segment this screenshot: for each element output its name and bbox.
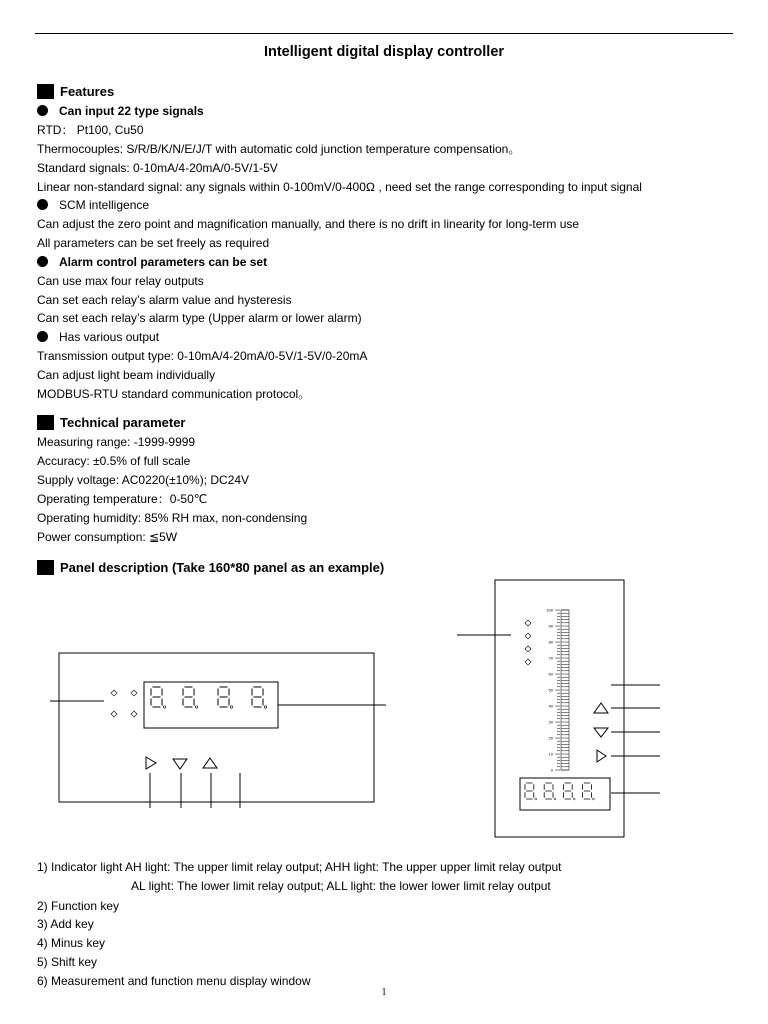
indicator-lights-vertical: [525, 620, 531, 665]
feature-line: Transmission output type: 0-10mA/4-20mA/0-5V/1-5V/0-20mA: [37, 349, 368, 363]
scale-label: 80: [548, 639, 553, 645]
panel-heading: Panel description (Take 160*80 panel as an example): [37, 560, 384, 575]
bullet-signals: Can input 22 type signals: [37, 104, 204, 119]
technical-line: Accuracy: ±0.5% of full scale: [37, 454, 191, 468]
feature-line: All parameters can be set freely as required: [37, 236, 270, 250]
vertical-panel: [457, 580, 660, 837]
page-title: Intelligent digital display controller: [263, 44, 505, 60]
minus-key-icon[interactable]: [594, 728, 608, 737]
legend-line: 6) Measurement and function menu display window: [37, 974, 311, 988]
minus-key-icon[interactable]: [173, 759, 187, 769]
add-key-icon[interactable]: [203, 758, 217, 768]
bar-graph: [555, 610, 569, 770]
add-key-icon[interactable]: [594, 703, 608, 713]
bullet-alarm: Alarm control parameters can be set: [37, 255, 267, 270]
technical-heading: Technical parameter: [37, 415, 185, 430]
feature-line: Can use max four relay outputs: [37, 274, 204, 288]
legend-line: 3) Add key: [37, 917, 94, 931]
seven-seg-display: [151, 687, 267, 708]
scale-label: 100: [546, 607, 553, 613]
feature-line: Can adjust the zero point and magnification manually, and there is no drift in linearity for long-term use: [37, 217, 580, 231]
bullet-scm: SCM intelligence: [37, 198, 149, 213]
legend-line: AL light: The lower limit relay output; ALL light: the lower lower limit relay output: [131, 879, 551, 893]
scale-label: 0: [550, 767, 553, 773]
scale-label: 70: [548, 655, 553, 661]
bullet-output: Has various output: [37, 330, 159, 345]
page-number: 1: [381, 987, 387, 998]
scale-label: 40: [548, 703, 553, 709]
callout-lines-vertical: [457, 635, 660, 793]
shift-key-icon[interactable]: [597, 750, 606, 762]
feature-line: Can adjust light beam individually: [37, 368, 216, 382]
technical-line: Power consumption: ≦5W: [37, 530, 178, 544]
feature-line: Linear non-standard signal: any signals within 0-100mV/0-400Ω , need set the range corresponding to input signal: [37, 180, 642, 194]
legend-line: 2) Function key: [37, 899, 120, 913]
features-heading: Features: [37, 84, 114, 99]
legend-line: 4) Minus key: [37, 936, 106, 950]
indicator-lights: [111, 690, 137, 717]
feature-line: Can set each relay’s alarm type (Upper alarm or lower alarm): [37, 311, 362, 325]
technical-line: Supply voltage: AC0220(±10%); DC24V: [37, 473, 250, 487]
scale-label: 30: [548, 719, 553, 725]
scale-label: 60: [548, 671, 553, 677]
feature-line: RTD： Pt100, Cu50: [37, 123, 144, 137]
scale-label: 20: [548, 735, 553, 741]
technical-line: Operating temperature：0-50℃: [37, 492, 208, 506]
shift-key-icon[interactable]: [146, 757, 156, 769]
scale-label: 10: [548, 751, 553, 757]
horizontal-panel: [50, 653, 386, 808]
legend-line: 1) Indicator light AH light: The upper limit relay output; AHH light: The upper upper limit relay output: [37, 860, 562, 874]
callout-lines: [50, 701, 386, 808]
seven-seg-display-vertical: [525, 783, 594, 800]
scale-labels: [546, 608, 553, 773]
technical-line: Measuring range: -1999-9999: [37, 435, 196, 449]
feature-line: Thermocouples: S/R/B/K/N/E/J/T with automatic cold junction temperature compensation。: [37, 142, 521, 156]
scale-label: 50: [548, 687, 553, 693]
feature-line: Standard signals: 0-10mA/4-20mA/0-5V/1-5V: [37, 161, 278, 175]
technical-line: Operating humidity: 85% RH max, non-condensing: [37, 511, 308, 525]
feature-line: MODBUS-RTU standard communication protocol。: [37, 387, 311, 401]
scale-label: 90: [548, 623, 553, 629]
legend-line: 5) Shift key: [37, 955, 98, 969]
feature-line: Can set each relay’s alarm value and hysteresis: [37, 293, 292, 307]
